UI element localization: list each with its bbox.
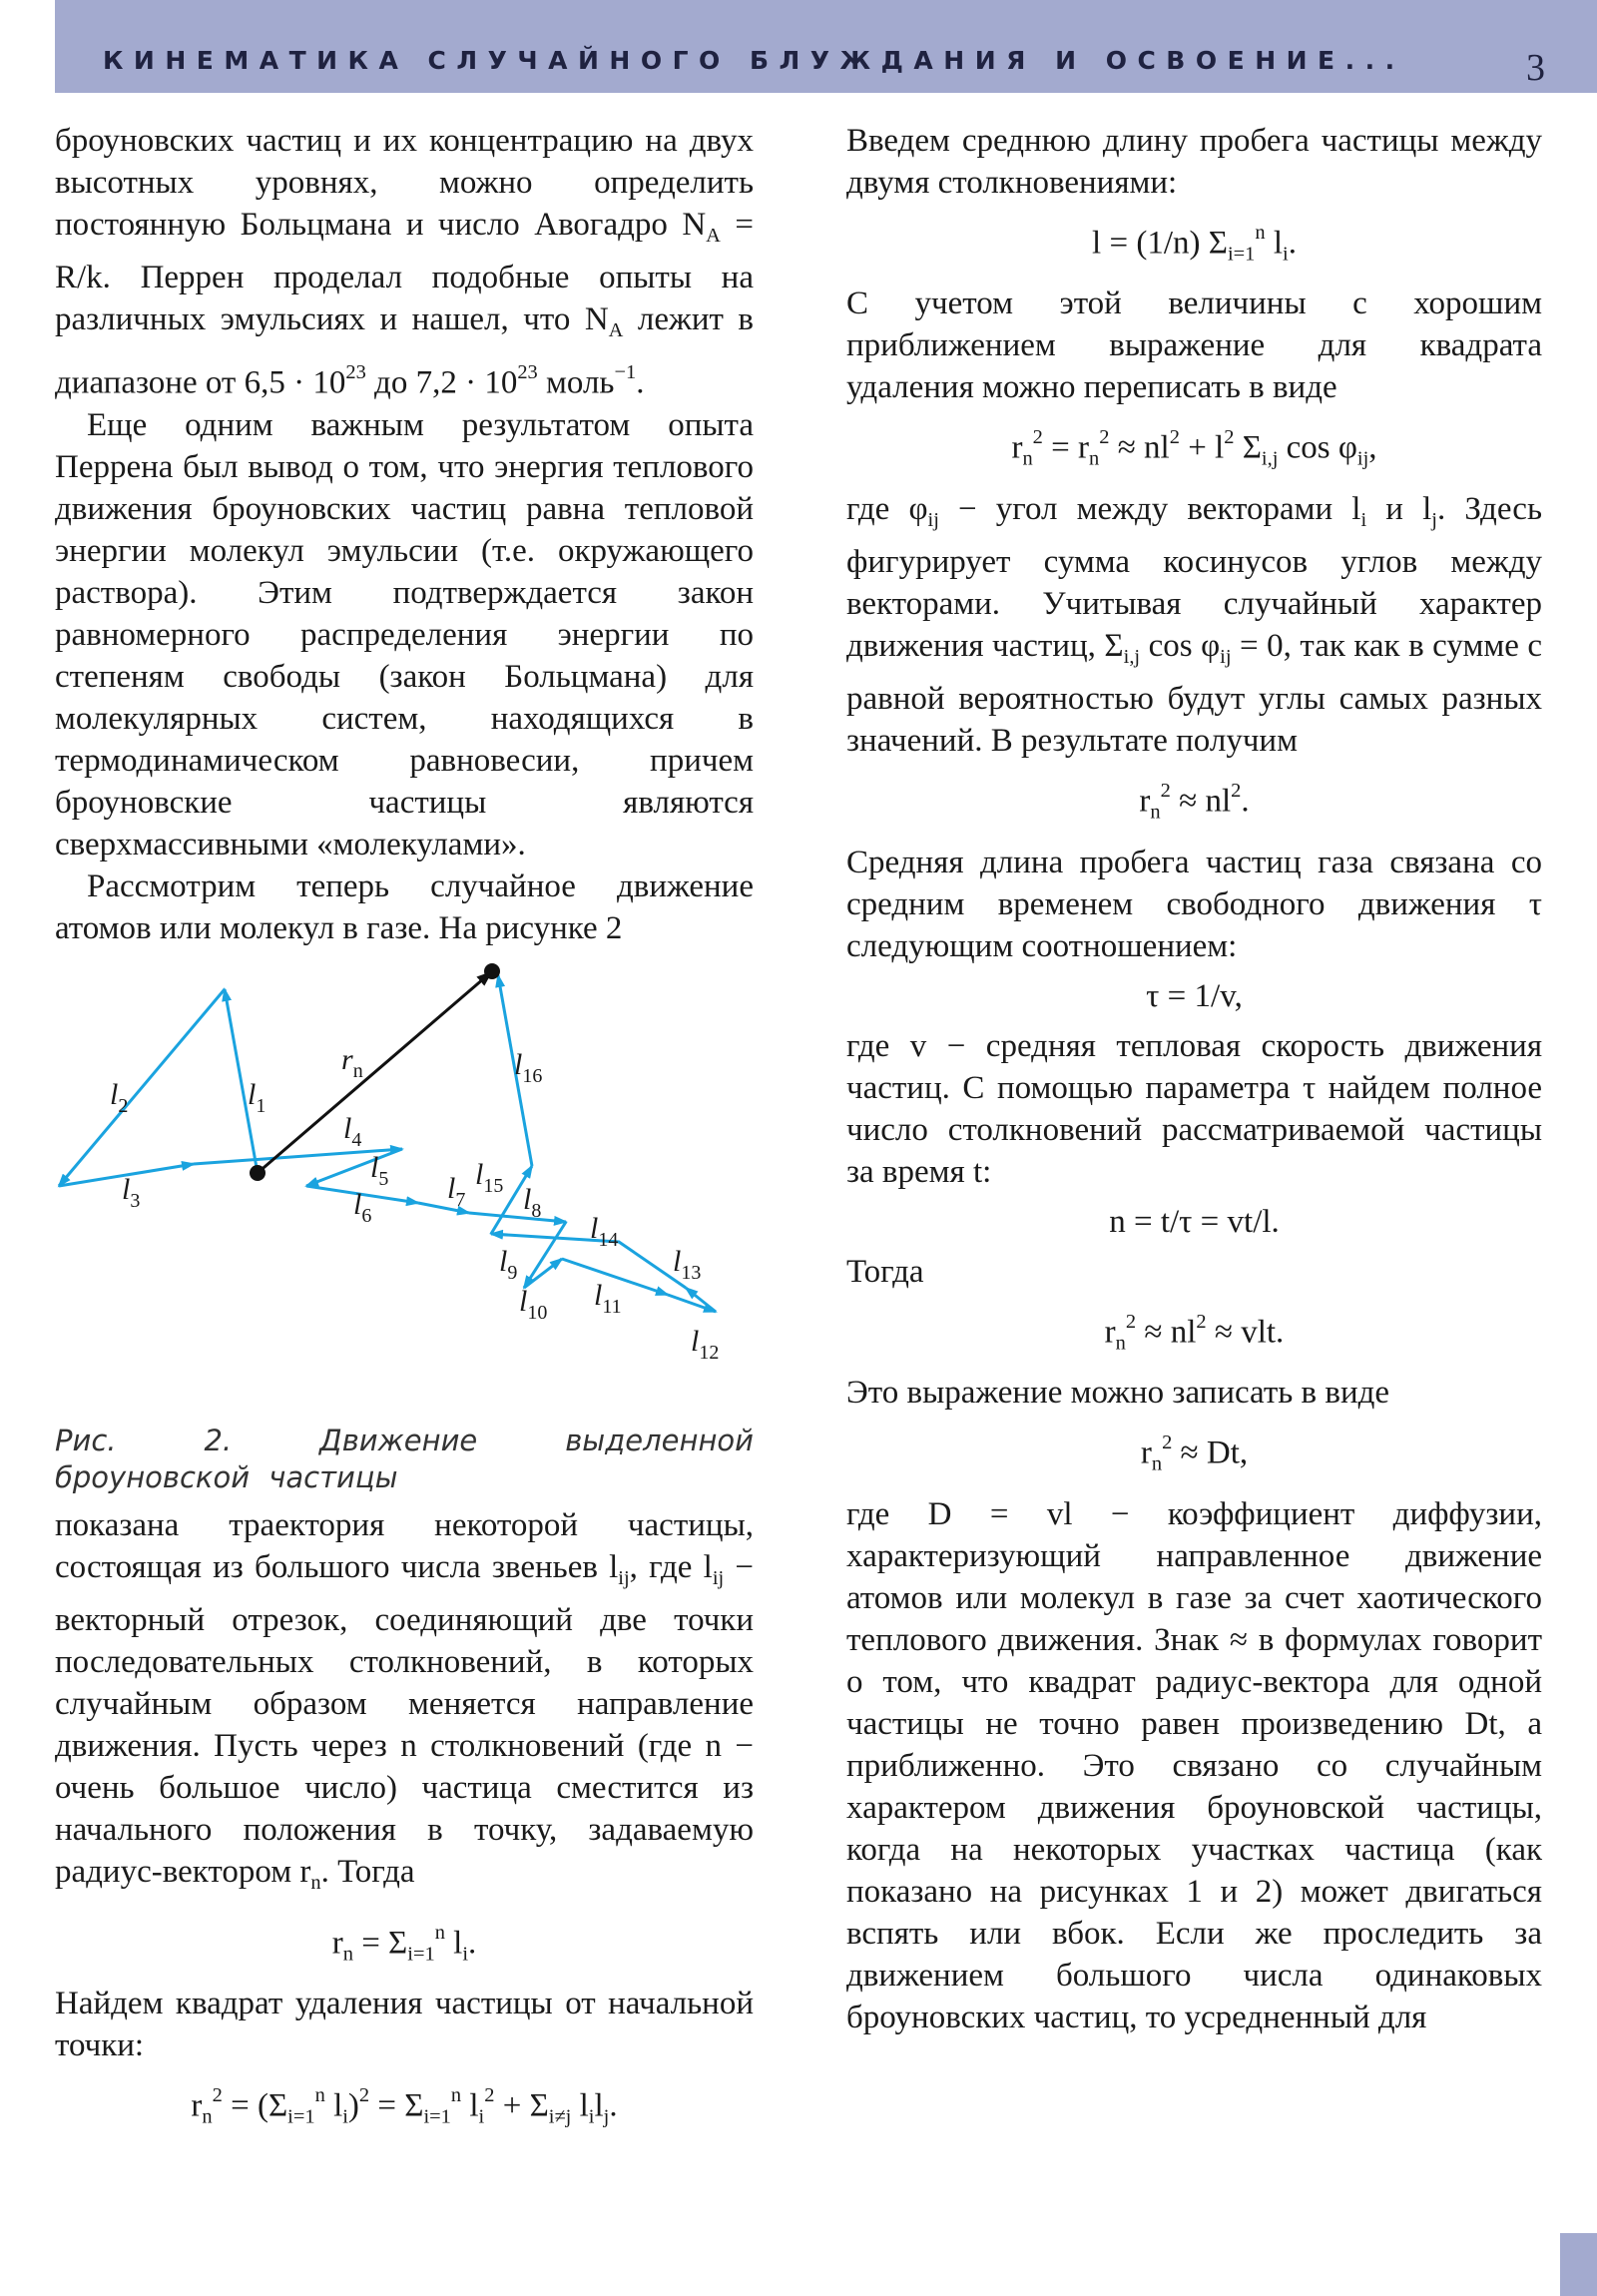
side-strip <box>1560 2233 1597 2296</box>
radius-vector-rn <box>258 972 491 1173</box>
right-paragraph-2: С учетом этой величины с хорошим приближением выражение для квадрата удаления можно переписать в виде <box>846 286 1542 406</box>
segment-l12 <box>668 1295 716 1312</box>
right-paragraph-8: где D = vl − коэффициент диффузии, характеризующий направленное движение атомов или молекул в газе за счет хаотического теплового движения. Знак ≈ в формулах говорит о том, что квадрат радиус-вектора для одной частицы не точно равен произведению Dt, а приближенно. Это связано со случайным характером движения броуновской частицы, когда на некоторых участках частица (как показано на рисунках 1 и 2) может двигаться вспять или вбок. Если же проследить за движением большого числа одинаковых броуновских частиц, то усредненный для <box>846 1495 1542 2035</box>
label-l13: $l_{13}$ <box>673 1244 702 1284</box>
right-paragraph-3: где $\varphi_{ij}$ − угол между векторами $l_i$ и $l_j$. Здесь фигурирует сумма косинусов углов между векторами. Учитывая случайный характер движения частиц, $\Sigma_{i,j}$ $\cos \varphi_{ij} = 0$, так как в сумме с равной вероятностью будут углы самых разных значений. В результате получим <box>846 490 1543 760</box>
equation-rn2-nl2: $r_n^2 \approx nl^2$. <box>1139 780 1250 824</box>
label-l8: $l_8$ <box>523 1182 542 1222</box>
equation-mean-free-path: l = (1/n) $\Sigma_{i=1}^n$ $l_i$. <box>1092 222 1297 266</box>
label-l14: $l_{14}$ <box>590 1211 619 1251</box>
equation-n: n = t/τ = vt/l. <box>1109 1203 1280 1240</box>
left-paragraph-5: Найдем квадрат удаления частицы от начальной точки: <box>55 1986 754 2064</box>
right-column <box>846 120 1542 2038</box>
trajectory-diagram <box>55 953 754 1423</box>
start-point <box>250 1165 266 1181</box>
label-l11: $l_{11}$ <box>594 1278 622 1318</box>
segment-l6 <box>306 1186 418 1203</box>
label-l4: $l_4$ <box>343 1111 362 1151</box>
running-title: КИНЕМАТИКА СЛУЧАЙНОГО БЛУЖДАНИЯ И ОСВОЕНИЕ... <box>103 46 1405 75</box>
label-rn: $r_n$ <box>341 1042 363 1082</box>
segment-l10 <box>524 1259 562 1288</box>
label-l6: $l_6$ <box>353 1187 372 1227</box>
right-paragraph-7: Это выражение можно записать в виде <box>846 1375 1390 1412</box>
left-column <box>55 120 754 2146</box>
figure-caption: Рис. 2. Движение выделенной броуновской частицы <box>55 1423 754 1494</box>
figure-2 <box>55 953 754 1423</box>
segment-l8 <box>469 1213 566 1222</box>
segment-l2 <box>59 989 225 1186</box>
equation-tau: τ = 1/v, <box>1146 977 1243 1014</box>
segment-l9 <box>524 1222 566 1288</box>
left-paragraph-2: Еще одним важным результатом опыта Перрена был вывод о том, что энергия теплового движения броуновских частиц равна тепловой энергии молекул эмульсии (т.е. окружающего раствора). Этим подтверждается закон равномерного распределения энергии по степеням свободы (закон Больцмана) для молекулярных систем, находящихся в термодинамическом равновесии, причем броуновские частицы являются сверхмассивными «молекулами». <box>55 406 754 862</box>
page-number: 3 <box>1526 47 1545 89</box>
right-paragraph-6: Тогда <box>846 1253 924 1290</box>
right-paragraph-4: Средняя длина пробега частиц газа связана со средним временем свободного движения τ следующим соотношением: <box>846 844 1542 964</box>
label-l7: $l_7$ <box>447 1171 466 1211</box>
equation-rn2-approx: $r_n^2 = r_n^2 \approx nl^2 + l^2$ $\Sigma_{i,j}$ $\cos \varphi_{ij}$, <box>1011 426 1377 470</box>
left-paragraph-1: броуновских частиц и их концентрацию на двух высотных уровнях, можно определить постоянную Больцмана и число Авогадро $N_A = R/k$. Перрен проделал подобные опыты на различных эмульсиях и нашел, что $N_A$ лежит в диапазоне от $6,5 \cdot 10^{23}$ до $7,2 \cdot 10^{23}$ моль$^{-1}$. <box>55 123 754 401</box>
equation-rn-sum: $r_n = \Sigma_{i=1}^n$ $l_i$. <box>331 1921 477 1966</box>
left-paragraph-4: показана траектория некоторой частицы, состоящая из большого числа звеньев $l_{ij}$, где $l_{ij}$ − векторный отрезок, соединяющий две точки последовательных столкновений, в которых случайным образом меняется направление движения. Пусть через n столкновений (где n − очень большое число) частица сместится из начального положения в точку, задаваемую радиус-вектором $r_n$. Тогда <box>55 1506 754 1894</box>
equation-rn2-dt: $r_n^2 \approx Dt$, <box>1140 1432 1249 1475</box>
label-l10: $l_{10}$ <box>519 1284 548 1324</box>
segment-l14 <box>491 1234 686 1288</box>
label-l15: $l_{15}$ <box>475 1157 504 1197</box>
equation-rn2-vlt: $r_n^2 \approx nl^2$ ≈ vlt. <box>1104 1310 1285 1355</box>
label-l16: $l_{16}$ <box>514 1047 543 1087</box>
label-l3: $l_3$ <box>122 1172 141 1212</box>
right-paragraph-5: где v − средняя тепловая скорость движения частиц. С помощью параметра τ найдем полное число столкновений рассматриваемой частицы за время t: <box>846 1027 1542 1190</box>
label-l5: $l_5$ <box>370 1150 389 1190</box>
left-paragraph-3: Рассмотрим теперь случайное движение атомов или молекул в газе. На рисунке 2 <box>55 867 754 946</box>
equation-rn-squared: $r_n^2 = (\Sigma_{i=1}^n$ $l_i)^2 = \Sigma_{i=1}^n$ $l_i^2 + \Sigma_{i\ne j}$ $l_il_j$. <box>191 2084 618 2128</box>
label-l9: $l_9$ <box>499 1244 518 1284</box>
header-band <box>55 0 1597 93</box>
label-l12: $l_{12}$ <box>691 1324 720 1364</box>
segment-l13 <box>686 1288 716 1312</box>
trajectory-segments <box>59 975 716 1312</box>
right-paragraph-1: Введем среднюю длину пробега частицы между двумя столкновениями: <box>846 123 1542 201</box>
end-point <box>484 963 500 979</box>
label-l2: $l_2$ <box>110 1077 129 1117</box>
label-l1: $l_1$ <box>248 1077 266 1117</box>
